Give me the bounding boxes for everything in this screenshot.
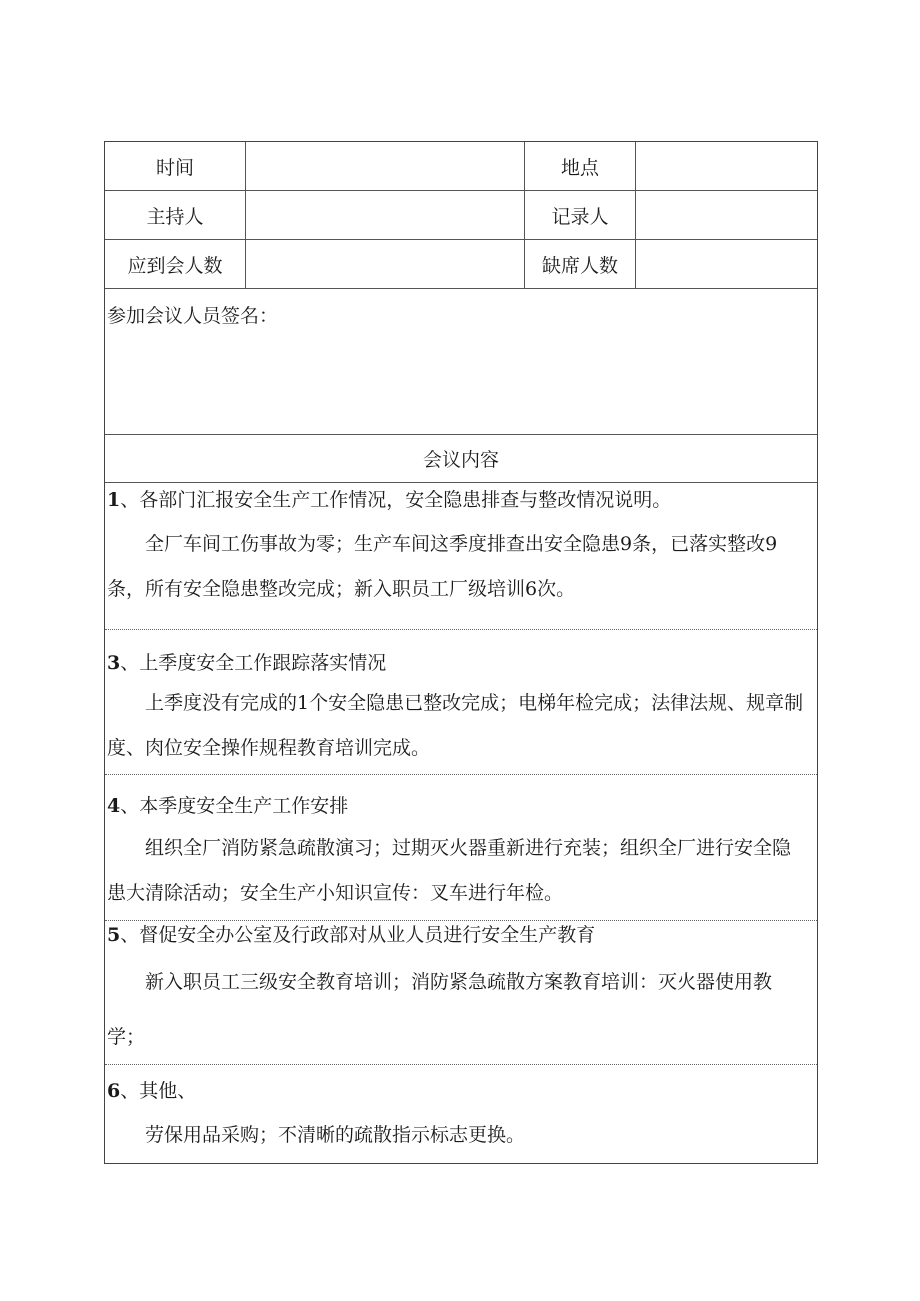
expected-attendees-label: 应到会人数: [105, 240, 246, 288]
section-body: 劳保用品采购；不清晰的疏散指示标志更换。: [145, 1124, 526, 1146]
section-item: [105, 775, 817, 921]
section-heading: [107, 1079, 809, 1103]
time-label: 时间: [105, 142, 246, 190]
section-item: [105, 1065, 817, 1163]
place-field[interactable]: [636, 142, 817, 190]
absent-count-field[interactable]: [636, 240, 817, 288]
absent-count-label: 缺席人数: [525, 240, 636, 288]
section-number: 1: [107, 489, 121, 511]
host-field[interactable]: [246, 191, 525, 239]
time-field[interactable]: [246, 142, 525, 190]
section-heading: [107, 923, 809, 947]
section-title: 、督促安全办公室及行政部对从业人员进行安全生产教育: [120, 924, 596, 946]
section-body: 上季度没有完成的1个安全隐患已整改完成；电梯年检完成；法律法规、规章制度、肉位安全操作规程教育培训完成。: [107, 692, 804, 759]
info-row-attendance: [105, 240, 817, 289]
expected-attendees-field[interactable]: [246, 240, 525, 288]
section-heading: [107, 794, 809, 818]
section-number: 4: [107, 795, 121, 817]
recorder-label: 记录人: [525, 191, 636, 239]
section-title: 、其他、: [120, 1080, 197, 1102]
signature-area[interactable]: [105, 289, 817, 435]
section-body: 全厂车间工伤事故为零；生产车间这季度排查出安全隐患9条，已落实整改9条，所有安全隐患整改完成；新入职员工厂级培训6次。: [107, 533, 778, 600]
section-item: [105, 921, 817, 1065]
section-title: 、各部门汇报安全生产工作情况，安全隐患排查与整改情况说明。: [120, 489, 672, 511]
section-number: 6: [107, 1080, 121, 1102]
section-body: 新入职员工三级安全教育培训；消防紧急疏散方案教育培训：灭火器使用教学；: [107, 971, 773, 1048]
signature-label: 参加会议人员签名：: [107, 305, 279, 327]
place-label: 地点: [525, 142, 636, 190]
info-row-time: [105, 142, 817, 191]
content-title: 会议内容: [105, 435, 817, 483]
section-title: 、本季度安全生产工作安排: [120, 795, 349, 817]
info-row-host: [105, 191, 817, 240]
section-heading: [107, 488, 809, 512]
section-item: [105, 483, 817, 630]
meeting-record-form: [104, 141, 818, 1164]
section-body: 组织全厂消防紧急疏散演习；过期灭火器重新进行充装；组织全厂进行安全隐患大清除活动；安全生产小知识宣传：叉车进行年检。: [107, 837, 792, 904]
recorder-field[interactable]: [636, 191, 817, 239]
section-number: 3: [107, 652, 121, 674]
section-heading: [107, 651, 809, 675]
host-label: 主持人: [105, 191, 246, 239]
section-number: 5: [107, 924, 121, 946]
section-title: 、上季度安全工作跟踪落实情况: [120, 652, 387, 674]
section-item: [105, 630, 817, 775]
